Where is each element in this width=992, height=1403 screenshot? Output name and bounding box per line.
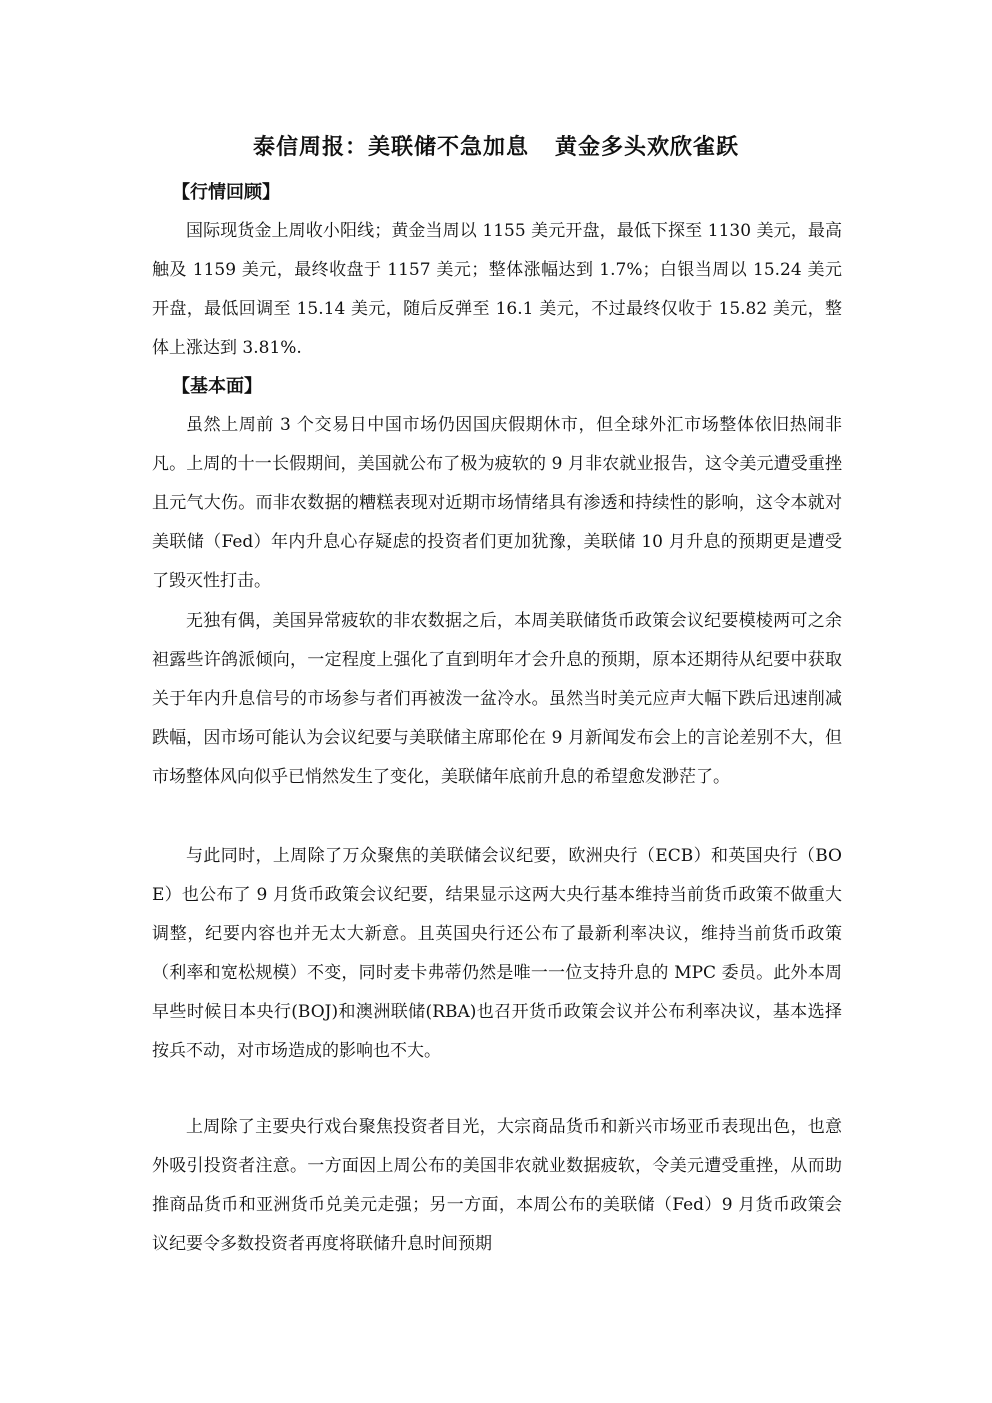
paragraph-market-review: 国际现货金上周收小阳线；黄金当周以 1155 美元开盘，最低下探至 1130 美元，最高触及 1159 美元，最终收盘于 1157 美元；整体涨幅达到 1.7%；白银当周以 15.24 美元开盘，最低回调至 15.14 美元，随后反弹至 16.1 美元，不过最终仅收于 15.82 美元，整体上涨达到 3.81%. xyxy=(152,221,842,358)
paragraph-fundamentals-4: 上周除了主要央行戏台聚焦投资者目光，大宗商品货币和新兴市场亚币表现出色，也意外吸引投资者注意。一方面因上周公布的美国非农就业数据疲软，令美元遭受重挫，从而助推商品货币和亚洲货币兑美元走强；另一方面，本周公布的美联储（Fed）9 月货币政策会议纪要令多数投资者再度将联储升息时间预期 xyxy=(152,1117,842,1254)
document-title: 泰信周报：美联储不急加息 黄金多头欢欣雀跃 xyxy=(253,135,739,160)
paragraph-fundamentals-1: 虽然上周前 3 个交易日中国市场仍因国庆假期休市，但全球外汇市场整体依旧热闹非凡。上周的十一长假期间，美国就公布了极为疲软的 9 月非农就业报告，这令美元遭受重挫且元气大伤。而非农数据的糟糕表现对近期市场情绪具有渗透和持续性的影响，这令本就对美联储（Fed）年内升息心存疑虑的投资者们更加犹豫，美联储 10 月升息的预期更是遭受了毁灭性打击。 xyxy=(152,415,842,591)
paragraph-fundamentals-2: 无独有偶，美国异常疲软的非农数据之后，本周美联储货币政策会议纪要模棱两可之余袒露些许鸽派倾向，一定程度上强化了直到明年才会升息的预期，原本还期待从纪要中获取关于年内升息信号的市场参与者们再被泼一盆冷水。虽然当时美元应声大幅下跌后迅速削减跌幅，因市场可能认为会议纪要与美联储主席耶伦在 9 月新闻发布会上的言论差别不大，但市场整体风向似乎已悄然发生了变化，美联储年底前升息的希望愈发渺茫了。 xyxy=(152,611,842,787)
section-heading-market-review: 【行情回顾】 xyxy=(172,182,280,203)
section-heading-fundamentals: 【基本面】 xyxy=(172,376,262,397)
paragraph-fundamentals-3: 与此同时，上周除了万众聚焦的美联储会议纪要，欧洲央行（ECB）和英国央行（BOE）也公布了 9 月货币政策会议纪要，结果显示这两大央行基本维持当前货币政策不做重大调整，纪要内容也并无太大新意。且英国央行还公布了最新利率决议，维持当前货币政策（利率和宽松规模）不变，同时麦卡弗蒂仍然是唯一一位支持升息的 MPC 委员。此外本周早些时候日本央行(BOJ)和澳洲联储(RBA)也召开货币政策会议并公布利率决议，基本选择按兵不动，对市场造成的影响也不大。 xyxy=(152,846,842,1061)
